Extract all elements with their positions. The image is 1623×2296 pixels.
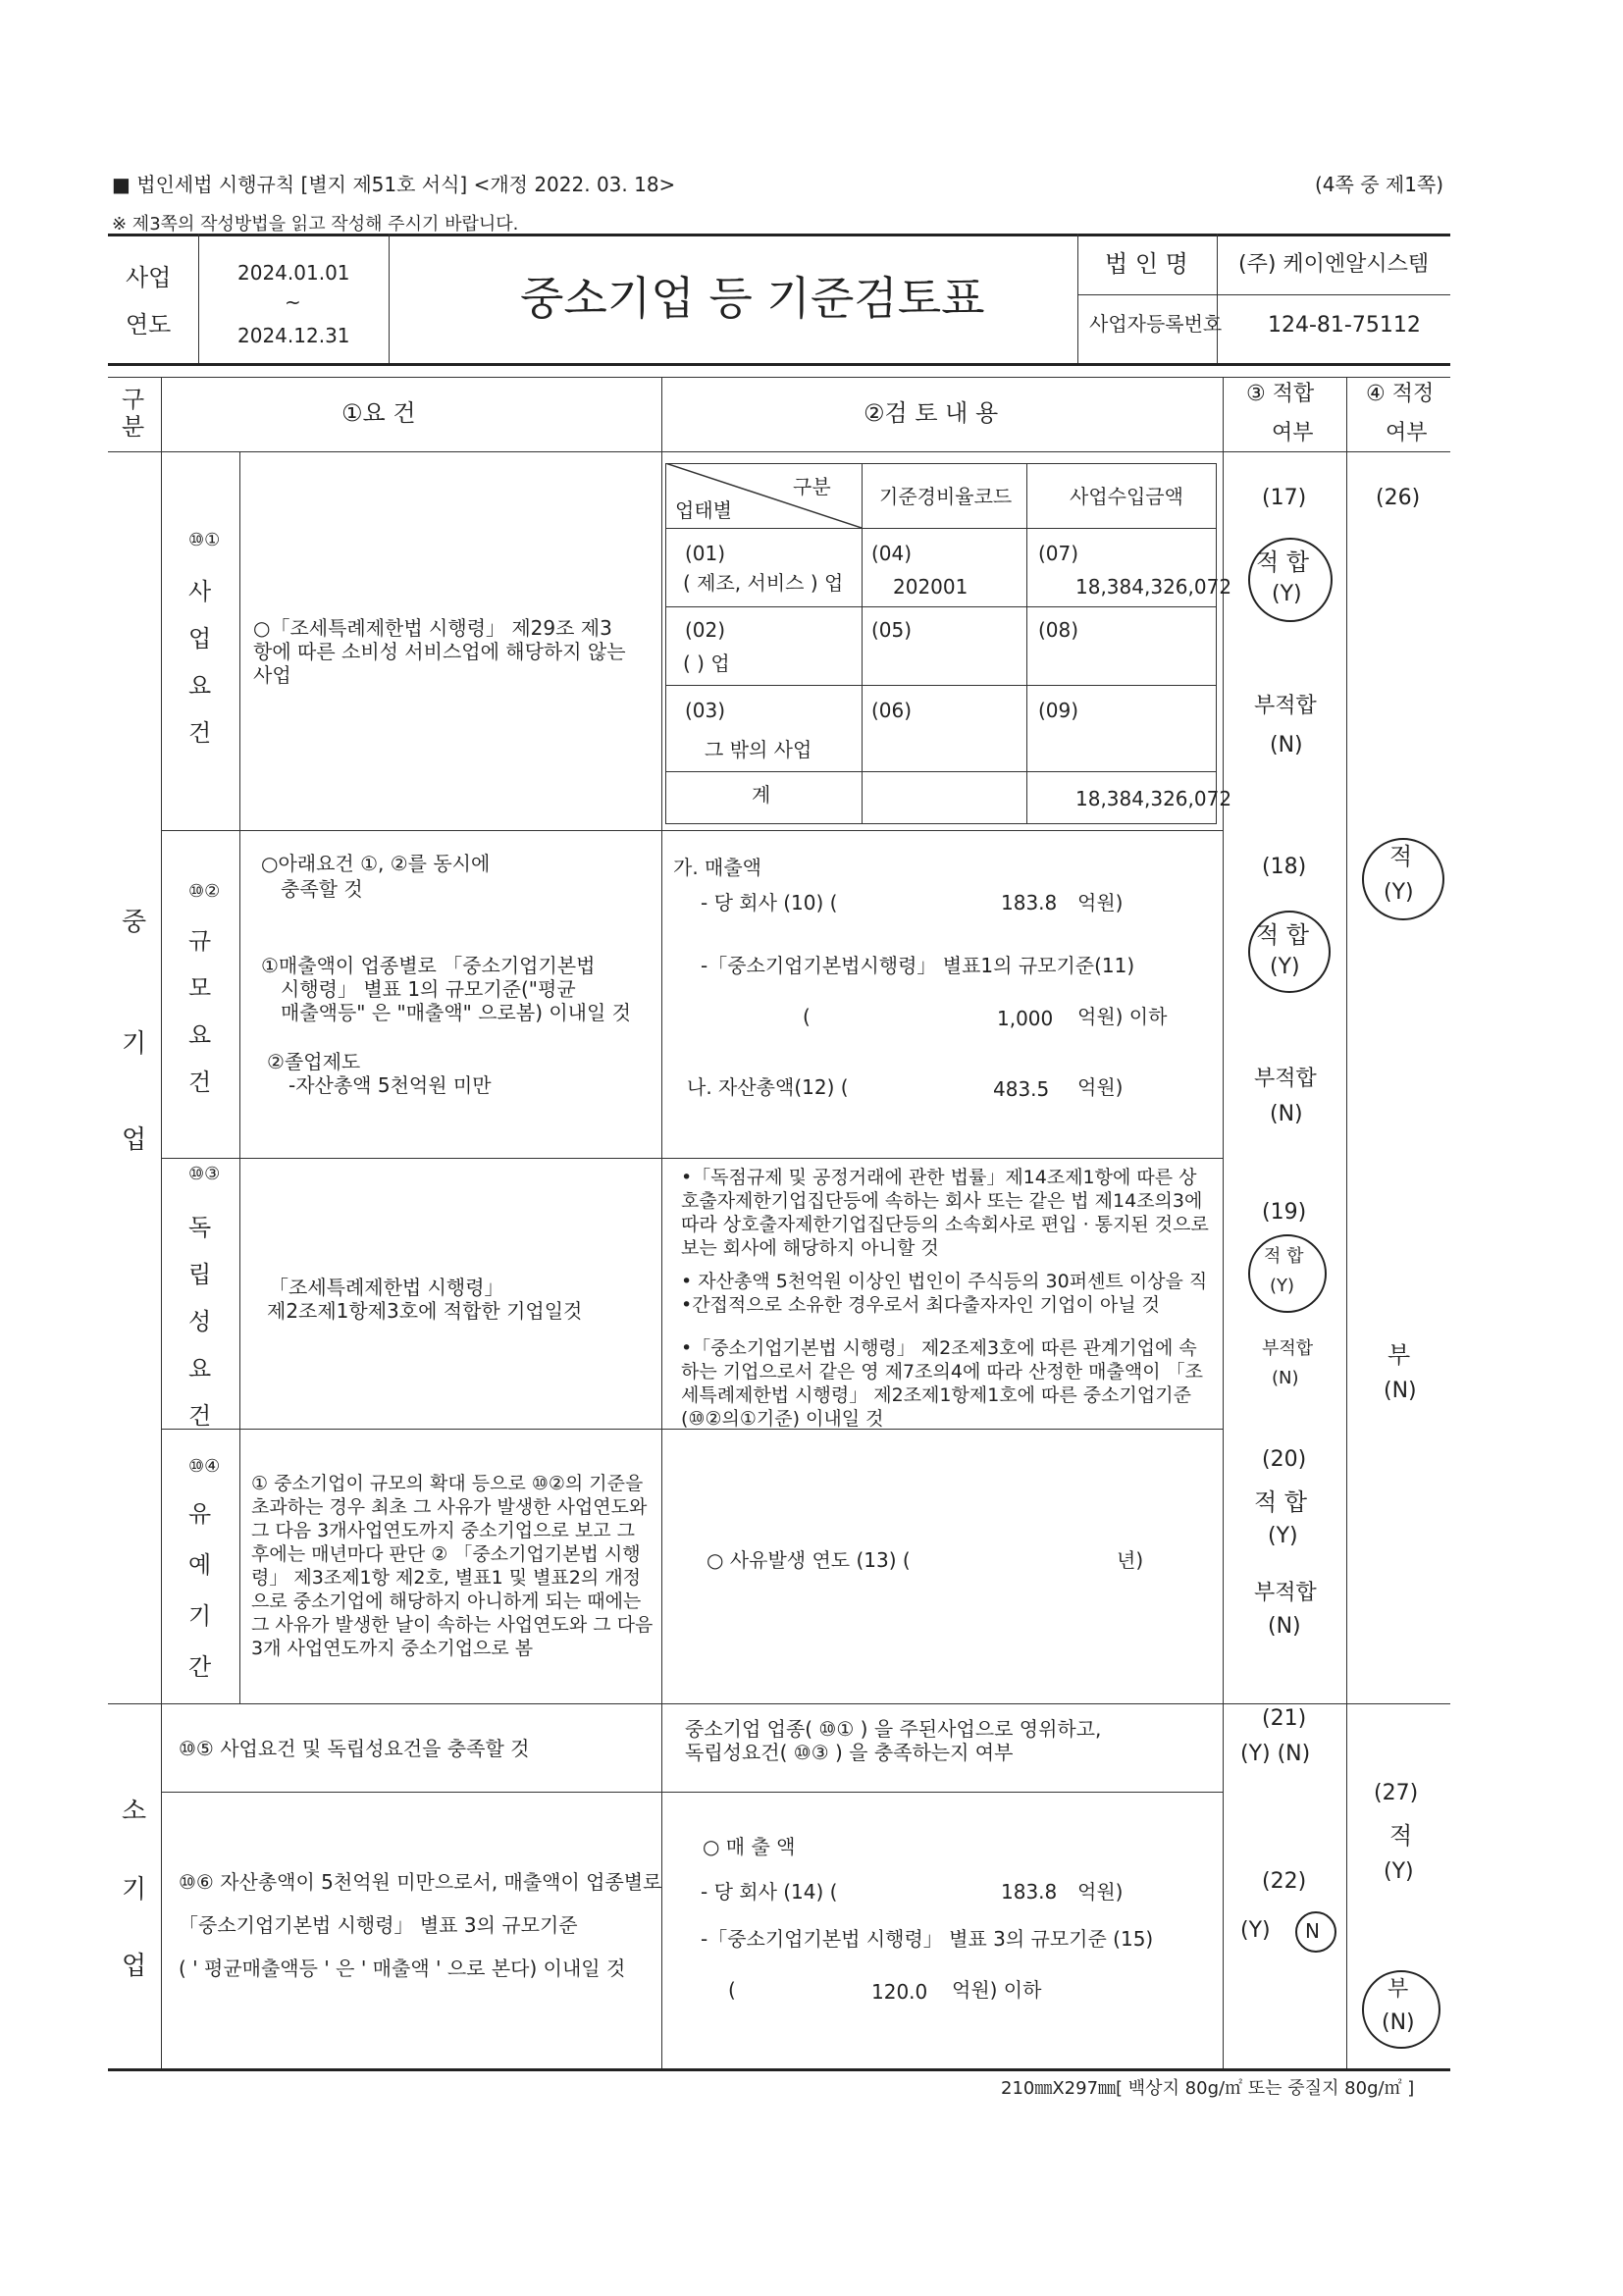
section-small-3: 업 bbox=[122, 1952, 147, 1981]
row106-req-1: ⑩⑥ 자산총액이 5천억원 미만으로서, 매출액이 업종별로 bbox=[179, 1870, 662, 1894]
row102-fit-no-label: 부적합 bbox=[1254, 1067, 1317, 1091]
row105-fit-yn: (Y) (N) bbox=[1240, 1742, 1311, 1766]
row103-rev-1: •「독점규제 및 공정거래에 관한 법률」제14조제1항에 따른 상호출자제한기업집단등에 속하는 회사 또는 같은 법 제14조의3에 따라 상호출자제한기업집단등의 소속회사로 편입 · 통지된 것으로 보는 회사에 해당하지 아니할 것 bbox=[681, 1167, 1209, 1259]
row103-label-1: 독 bbox=[188, 1214, 212, 1241]
start-date: 2024.01.01 bbox=[237, 261, 350, 285]
row102-req-4: 시행령」 별표 1의 규모기준("평균 bbox=[281, 977, 576, 1001]
section-small-2: 기 bbox=[122, 1875, 147, 1905]
page-info: (4쪽 중 제1쪽) bbox=[1315, 173, 1444, 196]
row102-req-2: 충족할 것 bbox=[281, 877, 363, 901]
row103-fit-n: (N) bbox=[1272, 1368, 1299, 1388]
row102-rev-b: - 당 회사 (10) ( bbox=[701, 891, 838, 914]
row106-fit-no: (22) bbox=[1262, 1869, 1307, 1894]
corp-label: 법 인 명 bbox=[1105, 250, 1188, 278]
col4-fit-n: (N) bbox=[1384, 1379, 1417, 1403]
row106-limit-unit: 억원) 이하 bbox=[952, 1978, 1042, 2002]
table-r3-amt-no: (09) bbox=[1038, 699, 1079, 722]
col4-fit-y: (Y) bbox=[1384, 880, 1414, 905]
row103-rev-3: •「중소기업기본법 시행령」 제2조제3호에 따른 관계기업에 속하는 기업으로서 같은 영 제7조의4에 따라 산정한 매출액이 「조세특례제한법 시행령」 제2조제1항제1호에 따른 중소기업기준(⑩②의①기준) 이내일 것 bbox=[681, 1337, 1203, 1430]
table-r1-code: 202001 bbox=[893, 575, 969, 599]
table-r1-no: (01) bbox=[685, 542, 726, 565]
row106-fit-y: (Y) bbox=[1240, 1918, 1271, 1943]
row102-label-4: 건 bbox=[188, 1069, 212, 1096]
fit3-header-1: ③ 적합 bbox=[1246, 382, 1315, 406]
row102-rev-e: 나. 자산총액(12) ( bbox=[687, 1075, 849, 1099]
table-r1-name: ( 제조, 서비스 ) 업 bbox=[683, 571, 844, 595]
row101-number: ⑩① bbox=[188, 530, 221, 550]
row104-label-2: 예 bbox=[188, 1551, 212, 1579]
row103-label-4: 요 bbox=[188, 1355, 212, 1383]
end-date: 2024.12.31 bbox=[237, 324, 350, 347]
reg-label: 사업자등록번호 bbox=[1089, 312, 1223, 336]
fit4-header-1: ④ 적정 bbox=[1366, 382, 1435, 406]
row103-req-2: 제2조제1항제3호에 적합한 기업일것 bbox=[267, 1299, 583, 1323]
small-col4-n: (N) bbox=[1382, 2010, 1415, 2035]
row104-label-1: 유 bbox=[188, 1500, 212, 1528]
row103-fit-yes: 적 합 bbox=[1264, 1246, 1304, 1267]
row104-fit-no-label: 부적합 bbox=[1254, 1581, 1317, 1605]
section-small-1: 소 bbox=[122, 1797, 147, 1826]
row102-req-6: ②졸업제도 bbox=[267, 1050, 361, 1073]
row102-fit-no: (18) bbox=[1262, 855, 1307, 879]
col4-fit-no-label: 부 bbox=[1387, 1341, 1411, 1369]
gubun-label-2: 분 bbox=[122, 413, 145, 441]
row102-label-1: 규 bbox=[188, 927, 212, 955]
small-col4-y: (Y) bbox=[1384, 1859, 1414, 1884]
row101-fit-no-label: 부적합 bbox=[1254, 694, 1317, 718]
row102-rev-c: -「중소기업기본법시행령」 별표1의 규모기준(11) bbox=[701, 954, 1135, 977]
row103-label-3: 성 bbox=[188, 1308, 212, 1335]
regulation-text: ■ 법인세법 시행규칙 [별지 제51호 서식] <개정 2022. 03. 18> bbox=[112, 173, 676, 196]
row102-sales-unit: 억원) bbox=[1077, 891, 1124, 914]
row101-fit-yes: 적 합 bbox=[1256, 548, 1309, 576]
row106-rev-d-open: ( bbox=[728, 1978, 736, 2002]
review-header: ②검 토 내 용 bbox=[864, 399, 999, 427]
row104-fit-no: (20) bbox=[1262, 1447, 1307, 1472]
col4-fit-yes: 적 bbox=[1389, 843, 1413, 870]
table-r1-amount: 18,384,326,072 bbox=[1075, 575, 1232, 599]
table-r1-amt-no: (07) bbox=[1038, 542, 1079, 565]
table-h-amount: 사업수입금액 bbox=[1070, 485, 1183, 508]
row104-label-4: 간 bbox=[188, 1653, 212, 1681]
row102-asset-unit: 억원) bbox=[1077, 1075, 1124, 1099]
row101-fit-no: (17) bbox=[1262, 486, 1307, 510]
paper-spec: 210㎜X297㎜[ 백상지 80g/㎡ 또는 중질지 80g/㎡ ] bbox=[1001, 2078, 1415, 2099]
row104-rev: ○ 사유발생 연도 (13) ( bbox=[707, 1548, 911, 1572]
row106-rev-a: ○ 매 출 액 bbox=[703, 1835, 796, 1858]
row102-limit-value: 1,000 bbox=[997, 1007, 1054, 1030]
row102-label-2: 모 bbox=[188, 974, 212, 1002]
row102-label-3: 요 bbox=[188, 1021, 212, 1049]
row104-label-3: 기 bbox=[188, 1602, 212, 1630]
requirement-header: ①요 건 bbox=[341, 399, 416, 427]
row101-label-2: 업 bbox=[188, 625, 212, 652]
row106-sales-value: 183.8 bbox=[1001, 1880, 1058, 1904]
row103-fit-y: (Y) bbox=[1270, 1276, 1295, 1296]
row102-rev-d-open: ( bbox=[803, 1005, 811, 1028]
row103-label-5: 건 bbox=[188, 1402, 212, 1430]
year-label-2: 연도 bbox=[126, 311, 172, 339]
table-r2-no: (02) bbox=[685, 618, 726, 642]
table-total-label: 계 bbox=[752, 783, 771, 807]
table-total-amount: 18,384,326,072 bbox=[1075, 787, 1232, 810]
table-r3-code-no: (06) bbox=[871, 699, 913, 722]
row102-asset-value: 483.5 bbox=[993, 1077, 1050, 1101]
small-col4-no: (27) bbox=[1374, 1781, 1419, 1805]
row101-label-3: 요 bbox=[188, 672, 212, 700]
row103-req-1: 「조세특례제한법 시행령」 bbox=[269, 1276, 504, 1299]
row101-fit-y: (Y) bbox=[1272, 582, 1302, 606]
section-middle-2: 기 bbox=[122, 1029, 147, 1059]
row101-fit-n: (N) bbox=[1270, 733, 1303, 757]
row105-fit-no: (21) bbox=[1262, 1706, 1307, 1731]
row103-fit-no: (19) bbox=[1262, 1200, 1307, 1225]
table-r1-code-no: (04) bbox=[871, 542, 913, 565]
row102-fit-n: (N) bbox=[1270, 1102, 1303, 1126]
row102-req-5: 매출액등" 은 "매출액" 으로봄) 이내일 것 bbox=[281, 1001, 631, 1024]
row104-fit-yes: 적 합 bbox=[1254, 1488, 1307, 1516]
row103-fit-no-label: 부적합 bbox=[1262, 1338, 1314, 1359]
row106-rev-c: -「중소기업기본법 시행령」 별표 3의 규모기준 (15) bbox=[701, 1927, 1154, 1951]
row102-number: ⑩② bbox=[188, 881, 221, 902]
reg-number: 124-81-75112 bbox=[1268, 313, 1421, 338]
row102-rev-a: 가. 매출액 bbox=[673, 856, 761, 879]
row101-col4-no: (26) bbox=[1376, 486, 1421, 510]
table-r3-name: 그 밖의 사업 bbox=[705, 738, 812, 761]
table-h-industry: 업태별 bbox=[675, 498, 732, 522]
page-title: 중소기업 등 기준검토표 bbox=[520, 272, 985, 325]
row102-fit-y: (Y) bbox=[1270, 955, 1300, 979]
row102-fit-yes: 적 합 bbox=[1256, 921, 1309, 949]
row106-req-3: ( ' 평균매출액등 ' 은 ' 매출액 ' 으로 본다) 이내일 것 bbox=[179, 1957, 626, 1980]
row106-rev-b: - 당 회사 (14) ( bbox=[701, 1880, 838, 1904]
row102-req-7: -자산총액 5천억원 미만 bbox=[288, 1073, 492, 1097]
table-r3-no: (03) bbox=[685, 699, 726, 722]
row106-sales-unit: 억원) bbox=[1077, 1880, 1124, 1904]
row105-requirement: ⑩⑤ 사업요건 및 독립성요건을 충족할 것 bbox=[179, 1737, 530, 1760]
row104-requirement: ① 중소기업이 규모의 확대 등으로 ⑩②의 기준을 초과하는 경우 최초 그 사유가 발생한 사업연도와 그 다음 3개사업연도까지 중소기업으로 보고 그 후에는 매년마다 판단 ② 「중소기업기본법 시행령」 제3조제1항 제2호, 별표1 및 별표2의 개정으로 중소기업에 해당하지 아니하게 되는 때에는 그 사유가 발생한 날이 속하는 사업연도와 그 다음 3개 사업연도까지 중소기업으로 봄 bbox=[251, 1473, 654, 1659]
section-middle-3: 업 bbox=[122, 1125, 147, 1155]
row106-fit-n: N bbox=[1305, 1919, 1320, 1943]
instruction-note: ※ 제3쪽의 작성방법을 읽고 작성해 주시기 바랍니다. bbox=[112, 214, 519, 235]
date-tilde: ~ bbox=[285, 290, 301, 314]
row103-number: ⑩③ bbox=[188, 1164, 221, 1184]
small-col4-yes: 적 bbox=[1389, 1822, 1413, 1850]
row105-rev-1: 중소기업 업종( ⑩① ) 을 주된사업으로 영위하고, bbox=[685, 1717, 1102, 1741]
row104-fit-n: (N) bbox=[1268, 1614, 1301, 1639]
row101-requirement: ○「조세특례제한법 시행령」 제29조 제3항에 따른 소비성 서비스업에 해당하지 않는 사업 bbox=[253, 616, 626, 687]
row102-req-1: ○아래요건 ①, ②를 동시에 bbox=[261, 852, 491, 875]
row102-limit-unit: 억원) 이하 bbox=[1077, 1005, 1168, 1028]
row106-limit-value: 120.0 bbox=[871, 1980, 928, 2004]
row101-label-4: 건 bbox=[188, 719, 212, 747]
table-r2-code-no: (05) bbox=[871, 618, 913, 642]
row103-rev-2: • 자산총액 5천억원 이상인 법인이 주식등의 30퍼센트 이상을 직•간접적으로 소유한 경우로서 최다출자자인 기업이 아닐 것 bbox=[681, 1271, 1208, 1316]
small-col4-no-label: 부 bbox=[1387, 1977, 1409, 2002]
row102-sales-value: 183.8 bbox=[1001, 891, 1058, 914]
row102-req-3: ①매출액이 업종별로 「중소기업기본법 bbox=[261, 954, 596, 977]
row105-rev-2: 독립성요건( ⑩③ ) 을 충족하는지 여부 bbox=[685, 1741, 1014, 1764]
row104-number: ⑩④ bbox=[188, 1456, 221, 1477]
row104-fit-y: (Y) bbox=[1268, 1524, 1298, 1548]
row101-label-1: 사 bbox=[188, 578, 212, 605]
row103-label-2: 립 bbox=[188, 1261, 212, 1288]
corp-name: (주) 케이엔알시스템 bbox=[1238, 252, 1430, 277]
gubun-label-1: 구 bbox=[122, 386, 145, 413]
table-r2-amt-no: (08) bbox=[1038, 618, 1079, 642]
section-middle-1: 중 bbox=[122, 908, 147, 937]
row106-req-2: 「중소기업기본법 시행령」 별표 3의 규모기준 bbox=[179, 1913, 578, 1937]
table-h-gubun: 구분 bbox=[793, 475, 831, 498]
year-label-1: 사업 bbox=[126, 264, 172, 291]
table-r2-name: ( ) 업 bbox=[683, 652, 730, 675]
fit4-header-2: 여부 bbox=[1386, 421, 1428, 445]
table-h-code: 기준경비율코드 bbox=[879, 485, 1013, 508]
row104-rev-unit: 년) bbox=[1117, 1548, 1144, 1572]
fit3-header-2: 여부 bbox=[1272, 421, 1314, 445]
